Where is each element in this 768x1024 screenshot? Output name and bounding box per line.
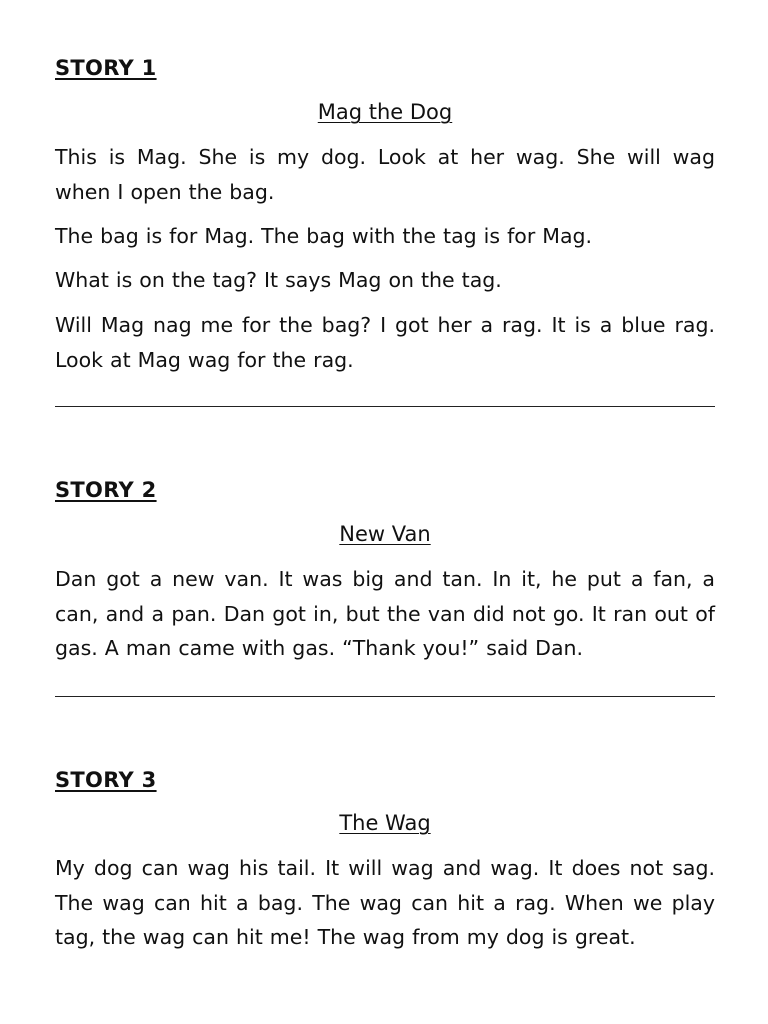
story-3-label: STORY 3 [55,768,157,792]
story-1-title: Mag the Dog [317,100,453,124]
story-1-paragraph-2: The bag is for Mag. The bag with the tag is for Mag. [55,224,593,248]
divider-1 [55,406,715,407]
story-2-label: STORY 2 [55,478,157,502]
story-2-title: New Van [339,522,431,546]
worksheet-page [55,0,715,1024]
story-1-label: STORY 1 [55,56,157,80]
story-1-paragraph-1: This is Mag. She is my dog. Look at her wag. She will wag when I open the bag. [55,145,715,204]
story-2-paragraph-1: Dan got a new van. It was big and tan. In it, he put a fan, a can, and a pan. Dan got in, but the van did not go. It ran out of gas. A man came with gas. “Thank you!” said Dan. [55,567,715,660]
story-1-paragraph-3: What is on the tag? It says Mag on the tag. [55,268,502,292]
divider-2 [55,696,715,697]
story-1-paragraph-4: Will Mag nag me for the bag? I got her a rag. It is a blue rag. Look at Mag wag for the rag. [55,313,715,372]
story-3-title: The Wag [339,811,431,835]
story-3-paragraph-1: My dog can wag his tail. It will wag and wag. It does not sag. The wag can hit a bag. The wag can hit a rag. When we play tag, the wag can hit me! The wag from my dog is great. [55,856,715,949]
